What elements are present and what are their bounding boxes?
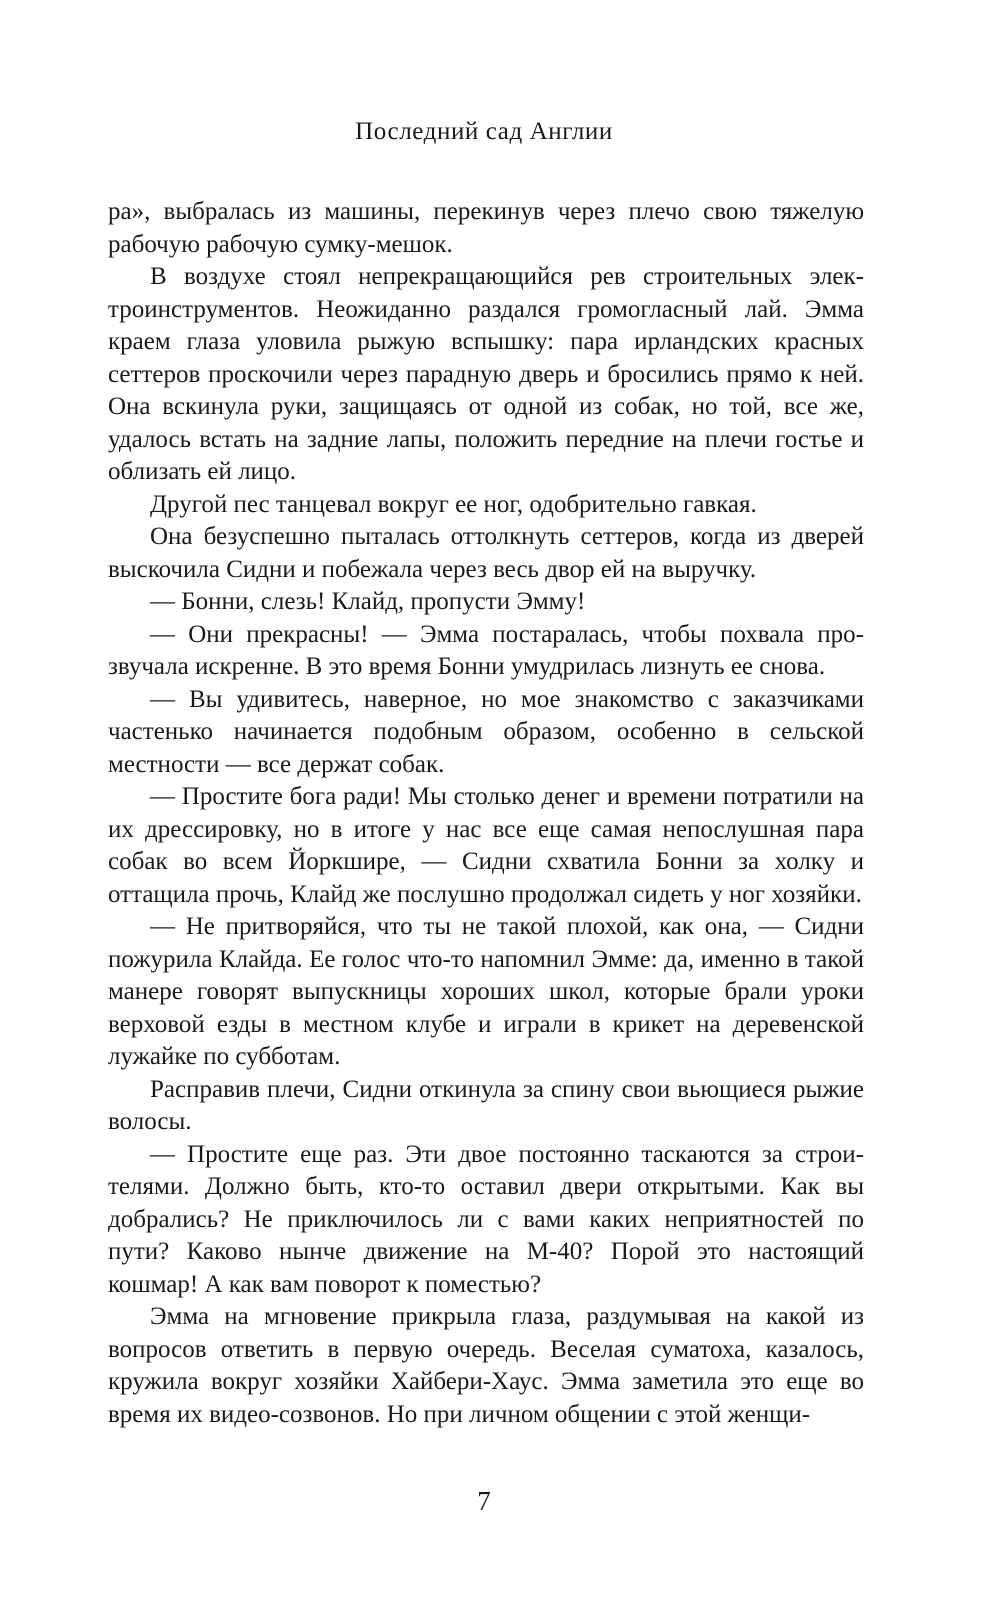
paragraph: В воздухе стоял непрекращающийся рев строительных электроинструментов. Неожиданно раздался громогласный лай. Эмма краем глаза уловила рыжую вспышку: пара ирландских красных сеттеров проскочили через парадную дверь и бросились прямо к ней. Она вскинула руки, защищаясь от одной из собак, но той, все же, удалось встать на задние лапы, положить передние на плечи гостье и облизать ей лицо. — [108, 263, 864, 485]
dialogue-line: — Не притворяйся, что ты не такой плохой, как она, — Сидни пожурила Клайда. Ее голос что-то напомнил Эмме: да, именно в такой манере говорят выпускницы хороших школ, которые брали уроки верховой езды в местном клубе и играли в крикет на деревенской лужайке по субботам. — [108, 913, 864, 1070]
running-header: Последний сад Англии — [355, 118, 613, 145]
page-number: 7 — [477, 1486, 491, 1516]
paragraph: Эмма на мгновение прикрыла глаза, раздумывая на какой из вопросов ответить в первую очередь. Веселая суматоха, казалось, кружила вокруг хозяйки Хайбери-Хаус. Эмма заметила это еще во время их видео-созвонов. Но при личном общении с этой женщи- — [108, 1303, 864, 1428]
dialogue-line: — Простите бога ради! Мы столько денег и времени потратили на их дрессировку, но в итоге у нас все еще самая непослушная пара собак во всем Йоркшире, — Сидни схватила Бонни за холку и оттащила прочь, Клайд же послушно продолжал сидеть у ног хозяйки. — [108, 783, 864, 908]
dialogue-line: — Вы удивитесь, наверное, но мое знакомство с заказчиками частенько начинается подобным образом, особенно в сельской местности — все держат собак. — [108, 685, 864, 778]
paragraph: Она безуспешно пыталась оттолкнуть сеттеров, когда из дверей выскочила Сидни и побежала через весь двор ей на выручку. — [108, 523, 864, 583]
dialogue-line: — Простите еще раз. Эти двое постоянно таскаются за строителями. Должно быть, кто-то оставил двери открытыми. Как вы добрались? Не приключилось ли с вами каких неприятностей по пути? Каково нынче движение на М-40? Порой это настоящий кошмар! А как вам поворот к поместью? — [108, 1140, 864, 1298]
paragraph-continuation: ра», выбралась из машины, перекинув через плечо свою тяжелую рабочую рабочую сумку-мешок. — [108, 198, 864, 258]
paragraph: Расправив плечи, Сидни откинула за спину свои вьющиеся рыжие волосы. — [108, 1075, 864, 1135]
paragraph: Другой пес танцевал вокруг ее ног, одобрительно гавкая. — [150, 490, 757, 518]
dialogue-line: — Бонни, слезь! Клайд, пропусти Эмму! — [150, 588, 586, 615]
dialogue-line: — Они прекрасны! — Эмма постаралась, чтобы похвала прозвучала искренне. В это время Бонни умудрилась лизнуть ее снова. — [108, 620, 864, 680]
body-text — [108, 196, 864, 1431]
